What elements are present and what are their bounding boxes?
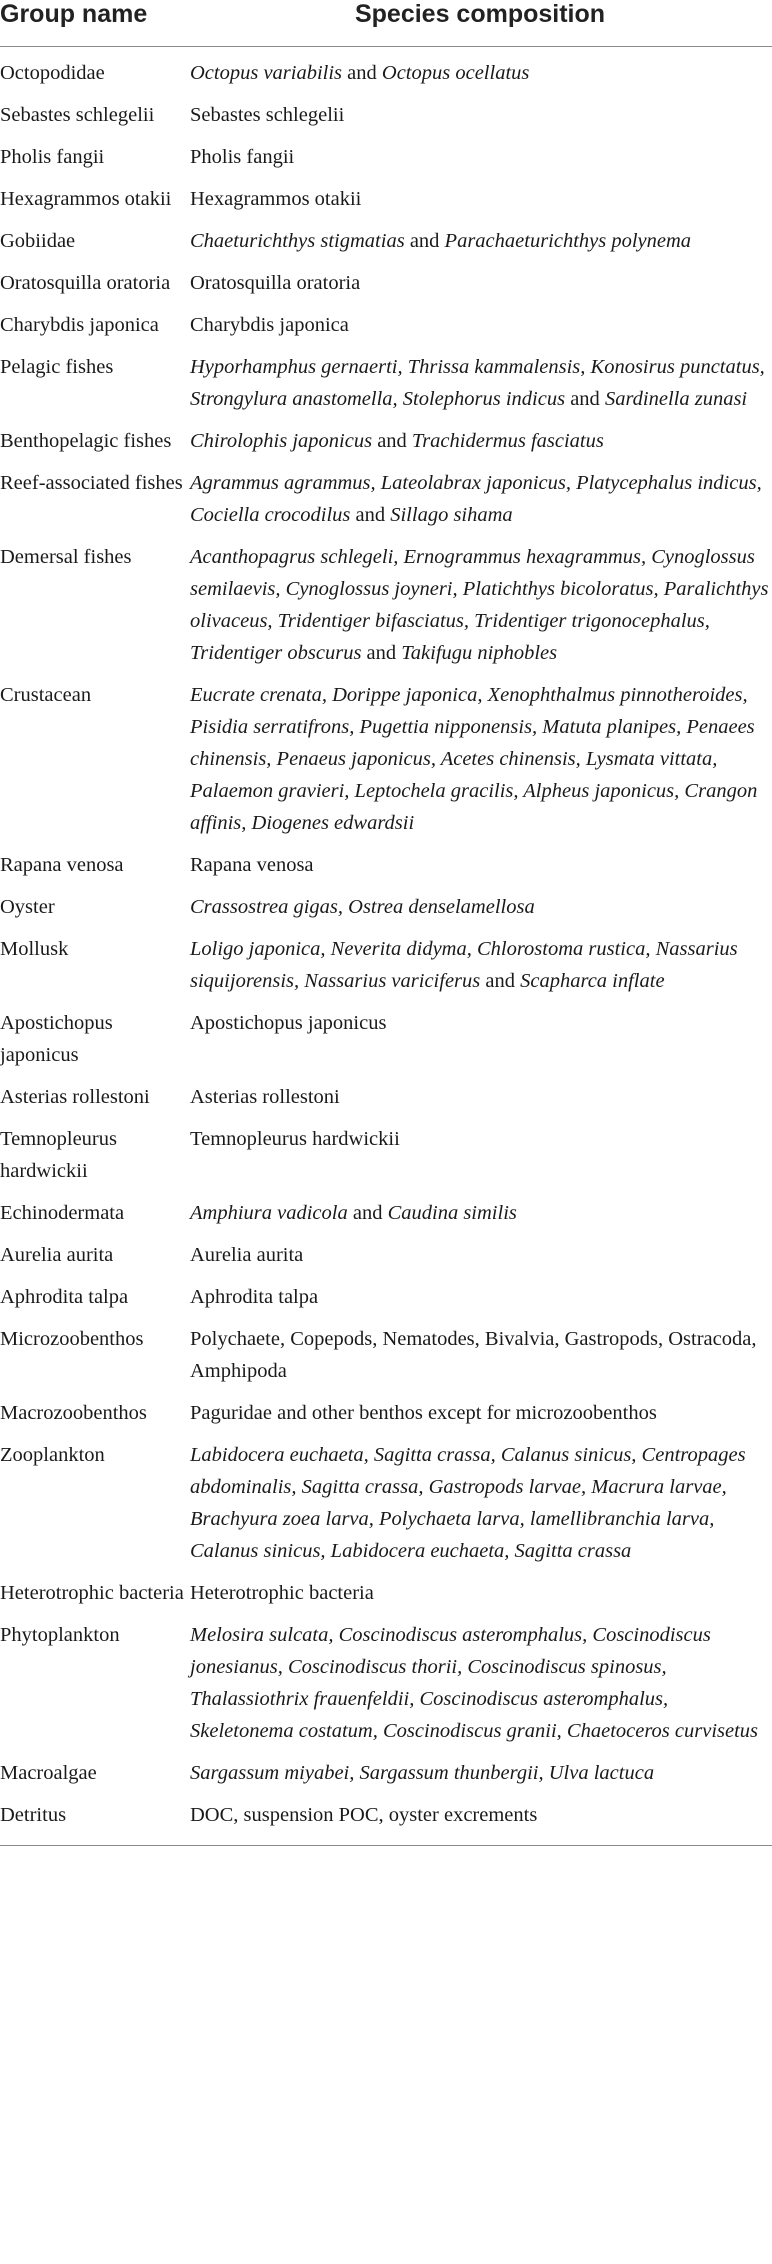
group-name-cell: Temnopleurus hardwickii: [0, 1128, 117, 1182]
table-row: [0, 47, 772, 95]
species-text: Aurelia aurita: [190, 1244, 304, 1266]
table-row: [0, 536, 772, 674]
species-name-italic: Agrammus agrammus, Lateolabrax japonicus, Platycephalus indicus, Cociella crocodilus: [190, 472, 762, 526]
group-name-cell: Charybdis japonica: [0, 314, 159, 336]
species-composition-cell: [188, 1076, 772, 1118]
species-text: and: [480, 970, 521, 992]
group-name-header: Group name: [0, 0, 188, 47]
species-composition-cell: [188, 928, 772, 1002]
species-composition-cell: [188, 462, 772, 536]
species-text: Hexagrammos otakii: [190, 188, 362, 210]
species-text: Temnopleurus hardwickii: [190, 1128, 400, 1150]
group-name-cell: Rapana venosa: [0, 854, 124, 876]
group-name-cell: Reef-associated fishes: [0, 472, 183, 494]
table-row: [0, 928, 772, 1002]
group-name-cell: Zooplankton: [0, 1444, 105, 1466]
species-composition-cell: [188, 346, 772, 420]
species-name-italic: Octopus variabilis: [190, 62, 343, 84]
table-row: [0, 1002, 772, 1076]
species-text: Paguridae and other benthos except for microzoobenthos: [190, 1402, 657, 1424]
species-text: and: [372, 430, 412, 452]
species-name-italic: Eucrate crenata, Dorippe japonica, Xenophthalmus pinnotheroides, Pisidia serratifrons, Pugettia nipponensis, Matuta planipes, Penaees chinensis, Penaeus japonicus, Acetes chinensis, Lysmata vittata, Palaemon gravieri, Leptochela gracilis, Alpheus japonicus, Crangon affinis, Diogenes edwardsii: [190, 684, 758, 834]
species-text: Asterias rollestoni: [190, 1086, 340, 1108]
table-row: [0, 346, 772, 420]
species-composition-cell: [188, 136, 772, 178]
table-row: [0, 1794, 772, 1845]
species-text: and: [404, 230, 445, 252]
species-composition-cell: [188, 1752, 772, 1794]
species-composition-cell: [188, 1794, 772, 1845]
table-row: [0, 1076, 772, 1118]
table-row: [0, 462, 772, 536]
group-name-cell: Sebastes schlegelii: [0, 104, 155, 126]
species-composition-cell: [188, 262, 772, 304]
group-name-cell: Heterotrophic bacteria: [0, 1582, 184, 1604]
species-text: Oratosquilla oratoria: [190, 272, 361, 294]
table-row: [0, 304, 772, 346]
table-row: [0, 220, 772, 262]
table-row: [0, 94, 772, 136]
table-row: [0, 1392, 772, 1434]
species-text: and: [347, 1202, 388, 1224]
group-name-cell: Macroalgae: [0, 1762, 97, 1784]
group-name-cell: Oratosquilla oratoria: [0, 272, 171, 294]
species-name-italic: Sardinella zunasi: [604, 388, 748, 410]
group-name-cell: Gobiidae: [0, 230, 76, 252]
species-text: Polychaete, Copepods, Nematodes, Bivalvia, Gastropods, Ostracoda, Amphipoda: [190, 1328, 757, 1382]
table-row: [0, 1434, 772, 1572]
species-text: Rapana venosa: [190, 854, 314, 876]
species-composition-cell: [188, 1002, 772, 1076]
species-composition-cell: [188, 886, 772, 928]
group-name-cell: Aphrodita talpa: [0, 1286, 129, 1308]
species-name-italic: Sargassum miyabei, Sargassum thunbergii, Ulva lactuca: [190, 1762, 655, 1784]
species-composition-cell: [188, 1614, 772, 1752]
species-name-italic: Chirolophis japonicus: [190, 430, 373, 452]
species-composition-cell: [188, 1118, 772, 1192]
species-composition-cell: [188, 94, 772, 136]
species-composition-cell: [188, 1276, 772, 1318]
table-row: [0, 420, 772, 462]
species-composition-cell: [188, 178, 772, 220]
group-name-cell: Hexagrammos otakii: [0, 188, 172, 210]
species-composition-cell: [188, 1318, 772, 1392]
species-name-italic: Chaeturichthys stigmatias: [190, 230, 405, 252]
group-name-cell: Phytoplankton: [0, 1624, 120, 1646]
group-name-cell: Octopodidae: [0, 62, 105, 84]
group-name-cell: Microzoobenthos: [0, 1328, 144, 1350]
table-row: [0, 1234, 772, 1276]
group-name-cell: Apostichopus japonicus: [0, 1012, 113, 1066]
species-text: Sebastes schlegelii: [190, 104, 345, 126]
species-name-italic: Scapharca inflate: [520, 970, 665, 992]
species-composition-cell: [188, 47, 772, 95]
table-row: [0, 1318, 772, 1392]
species-name-italic: Melosira sulcata, Coscinodiscus asteromphalus, Coscinodiscus jonesianus, Coscinodiscus thorii, Coscinodiscus spinosus, Thalassiothrix frauenfeldii, Coscinodiscus asteromphalus, Skeletonema costatum, Coscinodiscus granii, Chaetoceros curvisetus: [190, 1624, 759, 1742]
group-name-cell: Benthopelagic fishes: [0, 430, 172, 452]
species-composition-cell: [188, 1392, 772, 1434]
table-row: [0, 1752, 772, 1794]
table-row: [0, 1572, 772, 1614]
species-composition-header: Species composition: [188, 0, 772, 47]
species-name-italic: Loligo japonica, Neverita didyma, Chlorostoma rustica, Nassarius siquijorensis, Nassarius variciferus: [190, 938, 738, 992]
table-row: [0, 886, 772, 928]
table-row: [0, 674, 772, 844]
table-body: [0, 47, 772, 1846]
species-name-italic: Crassostrea gigas, Ostrea denselamellosa: [190, 896, 535, 918]
species-text: DOC, suspension POC, oyster excrements: [190, 1804, 538, 1826]
species-name-italic: Trachidermus fasciatus: [411, 430, 604, 452]
species-name-italic: Parachaeturichthys polynema: [444, 230, 692, 252]
group-name-cell: Crustacean: [0, 684, 92, 706]
table-row: [0, 1276, 772, 1318]
table-row: [0, 178, 772, 220]
group-name-cell: Macrozoobenthos: [0, 1402, 147, 1424]
species-composition-cell: [188, 844, 772, 886]
group-name-cell: Oyster: [0, 896, 55, 918]
species-name-italic: Caudina similis: [387, 1202, 517, 1224]
species-composition-cell: [188, 536, 772, 674]
species-text: and: [342, 62, 382, 84]
group-name-cell: Demersal fishes: [0, 546, 132, 568]
species-text: and: [350, 504, 391, 526]
species-composition-cell: [188, 1192, 772, 1234]
species-text: Aphrodita talpa: [190, 1286, 319, 1308]
species-text: and: [565, 388, 605, 410]
species-text: and: [361, 642, 402, 664]
species-composition-cell: [188, 1434, 772, 1572]
species-name-italic: Labidocera euchaeta, Sagitta crassa, Calanus sinicus, Centropages abdominalis, Sagitta crassa, Gastropods larvae, Macrura larvae, Brachyura zoea larva, Polychaeta larva, lamellibranchia larva, Calanus sinicus, Labidocera euchaeta, Sagitta crassa: [190, 1444, 746, 1562]
table-header-row: [0, 0, 772, 47]
species-text: Heterotrophic bacteria: [190, 1582, 374, 1604]
group-name-cell: Mollusk: [0, 938, 69, 960]
table-row: [0, 136, 772, 178]
species-name-italic: Octopus ocellatus: [381, 62, 530, 84]
species-name-italic: Hyporhamphus gernaerti, Thrissa kammalensis, Konosirus punctatus, Strongylura anastomella, Stolephorus indicus: [190, 356, 765, 410]
table-row: [0, 262, 772, 304]
group-name-cell: Asterias rollestoni: [0, 1086, 150, 1108]
species-name-italic: Amphiura vadicola: [190, 1202, 348, 1224]
species-name-italic: Takifugu niphobles: [401, 642, 558, 664]
table-row: [0, 844, 772, 886]
species-composition-cell: [188, 674, 772, 844]
table-bottom-rule: [0, 1845, 772, 1846]
species-text: Charybdis japonica: [190, 314, 349, 336]
species-composition-cell: [188, 1572, 772, 1614]
group-name-cell: Pholis fangii: [0, 146, 105, 168]
species-composition-cell: [188, 420, 772, 462]
species-composition-cell: [188, 220, 772, 262]
species-composition-cell: [188, 1234, 772, 1276]
species-name-italic: Sillago sihama: [390, 504, 513, 526]
table-row: [0, 1614, 772, 1752]
species-text: Apostichopus japonicus: [190, 1012, 387, 1034]
group-name-cell: Aurelia aurita: [0, 1244, 114, 1266]
table-row: [0, 1118, 772, 1192]
group-name-cell: Pelagic fishes: [0, 356, 114, 378]
group-name-cell: Detritus: [0, 1804, 67, 1826]
species-name-italic: Acanthopagrus schlegeli, Ernogrammus hexagrammus, Cynoglossus semilaevis, Cynoglossus joyneri, Platichthys bicoloratus, Paralichthys olivaceus, Tridentiger bifasciatus, Tridentiger trigonocephalus, Tridentiger obscurus: [190, 546, 769, 664]
species-composition-cell: [188, 304, 772, 346]
group-name-cell: Echinodermata: [0, 1202, 125, 1224]
table-row: [0, 1192, 772, 1234]
species-text: Pholis fangii: [190, 146, 295, 168]
